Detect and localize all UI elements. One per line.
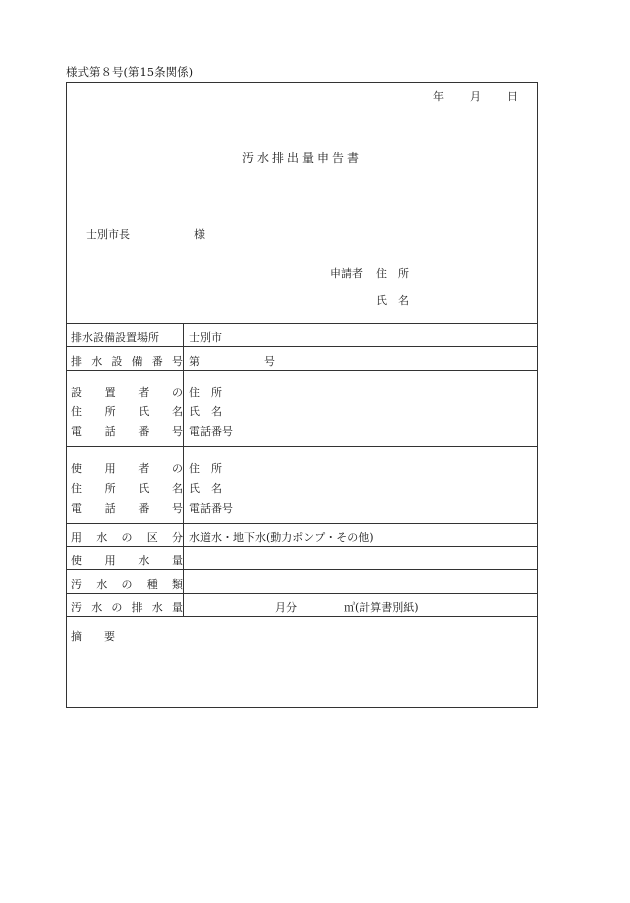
divider: [67, 569, 537, 570]
label-char: 住: [71, 482, 82, 495]
installer-label-line: [71, 384, 183, 400]
location-label: 排水設備設置場所: [71, 331, 159, 344]
label-char: 設: [111, 355, 123, 368]
label-char: 設: [71, 386, 82, 399]
label-char: 番: [138, 502, 150, 515]
label-char: 用: [71, 531, 82, 544]
installer-phone-field: 電話番号: [189, 425, 233, 438]
label-char: 種: [146, 578, 158, 591]
label-char: 電: [71, 502, 82, 515]
divider: [67, 523, 537, 524]
month-label: 月: [470, 90, 481, 103]
form-number-label: 様式第８号(第15条関係): [66, 65, 194, 79]
label-char: 使: [71, 462, 82, 475]
label-char: 号: [171, 425, 183, 438]
water-type-value: 水道水・地下水(動力ポンプ・その他): [189, 531, 374, 544]
water-usage-label: [71, 552, 183, 568]
year-label: 年: [433, 90, 444, 103]
addressee-name: 士別市長: [86, 228, 130, 241]
label-char: 氏: [138, 482, 150, 495]
label-char: 置: [104, 386, 116, 399]
user-name-field: 氏 名: [189, 482, 222, 495]
label-char: 排: [131, 601, 143, 614]
label-char: 汚: [71, 578, 82, 591]
divider: [67, 546, 537, 547]
day-label: 日: [507, 90, 518, 103]
label-char: の: [121, 578, 133, 591]
sewage-type-label: [71, 576, 183, 592]
label-char: 区: [146, 531, 158, 544]
label-char: 用: [104, 462, 116, 475]
label-char: 量: [171, 554, 183, 567]
divider: [67, 346, 537, 347]
addressee: [86, 226, 130, 242]
label-char: 者: [138, 386, 150, 399]
label-char: の: [171, 462, 183, 475]
number-suffix: 号: [264, 355, 275, 368]
label-char: 番: [138, 425, 150, 438]
label-char: 水: [91, 601, 103, 614]
divider: [67, 323, 537, 324]
label-char: 所: [104, 405, 116, 418]
user-label-line: [71, 500, 183, 516]
form-frame: [66, 82, 538, 708]
applicant-label: 申請者: [330, 267, 363, 280]
installer-name-field: 氏 名: [189, 405, 222, 418]
user-address-field: 住 所: [189, 462, 222, 475]
label-char: 電: [71, 425, 82, 438]
label-char: 所: [104, 482, 116, 495]
number-prefix: 第: [189, 355, 200, 368]
location-value: 士別市: [189, 331, 222, 344]
label-char: 使: [71, 554, 82, 567]
user-label-line: [71, 460, 183, 476]
installer-label-line: [71, 423, 183, 439]
label-char: 排: [71, 355, 82, 368]
label-char: 用: [104, 554, 116, 567]
label-char: 水: [91, 355, 103, 368]
divider: [67, 446, 537, 447]
label-char: 分: [172, 531, 183, 544]
divider: [67, 370, 537, 371]
installer-label-line: [71, 403, 183, 419]
label-char: 量: [171, 601, 183, 614]
label-char: 氏: [138, 405, 150, 418]
user-label-line: [71, 480, 183, 496]
label-char: 汚: [71, 601, 82, 614]
discharge-month: 月分: [275, 601, 297, 614]
divider: [67, 593, 537, 594]
label-char: 号: [171, 502, 183, 515]
addressee-honorific: 様: [194, 228, 205, 241]
label-char: の: [121, 531, 133, 544]
installer-address-field: 住 所: [189, 386, 222, 399]
label-char: 名: [171, 482, 183, 495]
label-char: 名: [171, 405, 183, 418]
label-char: 話: [104, 502, 116, 515]
label-char: の: [171, 386, 183, 399]
label-char: 号: [171, 355, 183, 368]
water-type-label: [71, 529, 183, 545]
label-char: 住: [71, 405, 82, 418]
applicant-address-label: 住 所: [376, 267, 409, 280]
label-char: 水: [138, 554, 150, 567]
document-title: 汚水排出量申告書: [241, 151, 362, 165]
date-line: [433, 88, 518, 104]
label-char: 番: [151, 355, 163, 368]
applicant-name-label: 氏 名: [376, 294, 409, 307]
divider: [67, 616, 537, 617]
label-char: 水: [151, 601, 163, 614]
column-divider: [183, 323, 184, 616]
discharge-unit: ㎥(計算書別紙): [344, 601, 419, 614]
discharge-label: [71, 599, 183, 615]
label-char: 備: [131, 355, 143, 368]
label-char: 水: [96, 578, 108, 591]
label-char: 話: [104, 425, 116, 438]
label-char: の: [111, 601, 123, 614]
facility-number-label: [71, 353, 183, 369]
label-char: 水: [96, 531, 108, 544]
remarks-label: 摘 要: [71, 630, 115, 643]
label-char: 類: [172, 578, 183, 591]
user-phone-field: 電話番号: [189, 502, 233, 515]
label-char: 者: [138, 462, 150, 475]
